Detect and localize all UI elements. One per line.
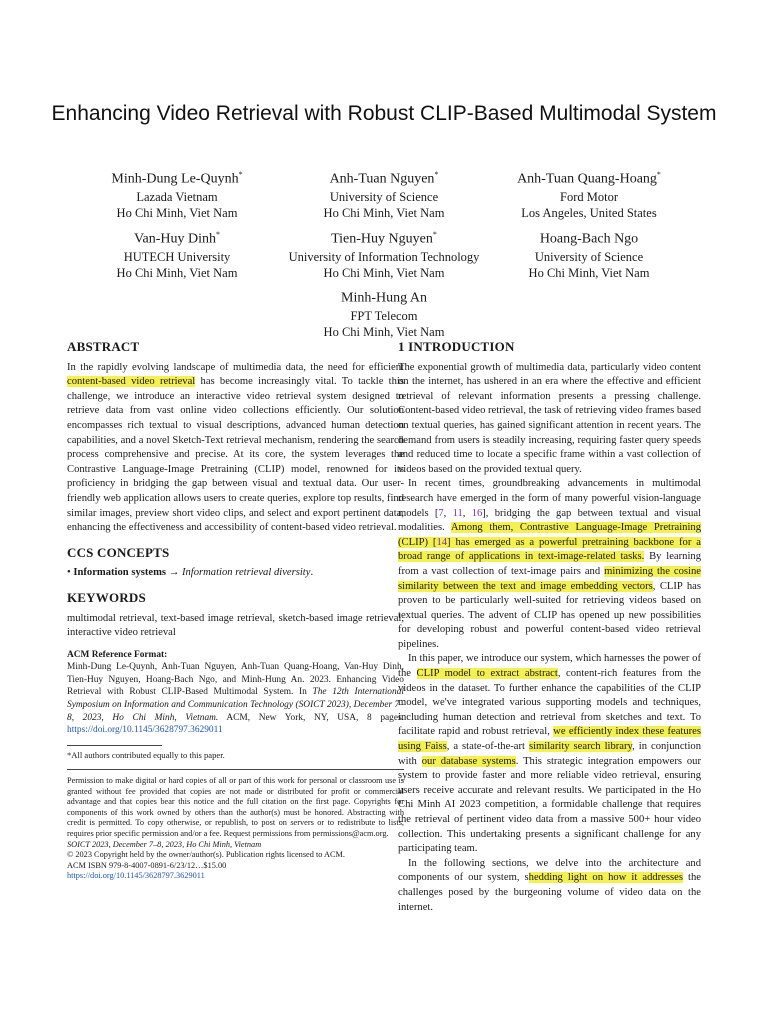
doi-link[interactable]: https://doi.org/10.1145/3628797.3629011 bbox=[67, 725, 223, 736]
equal-contrib-mark: * bbox=[656, 170, 661, 179]
acm-reference: ACM Reference Format: Minh-Dung Le-Quynh, Anh-Tuan Nguyen, Anh-Tuan Quang-Hoang, Van-Huy Dinh, Tien-Huy Nguyen, Hoang-Bach Ngo, and Minh-Hung An. 2023. Enhancing Video Retrieval with Robust CLIP-Based Multimodal System. In The 12th International Symposium on Information and Communication Technology (SOICT 2023), December 7–8, 2023, Ho Chi Minh, Vietnam. ACM, New York, NY, USA, 8 pages. https://doi.org/10.1145/3628797.3629011 bbox=[67, 649, 405, 736]
author-name: Hoang-Bach Ngo bbox=[539, 231, 639, 247]
keywords-text: multimodal retrieval, text-based image retrieval, sketch-based image retrieval, interactive video retrieval bbox=[67, 612, 404, 639]
highlight: our database systems bbox=[421, 755, 516, 767]
isbn-line: ACM ISBN 979-8-4007-0891-6/23/12…$15.00 bbox=[67, 860, 227, 870]
author-block bbox=[269, 226, 499, 281]
author-name: Tien-Huy Nguyen bbox=[331, 231, 433, 247]
permission-text: Permission to make digital or hard copies of all or part of this work for personal or classroom use is granted without fee provided that copies are not made or distributed for profit or commercial advantage and that copies bear this notice and the full citation on the first page. Copyrights for components of this work owned by others than the author(s) must be honored. Abstracting with credit is permitted. To copy otherwise, or republish, to post on servers or to redistribute to lists, requires prior specific permission and/or a fee. Request permissions from permissions@acm.org. bbox=[67, 776, 404, 839]
keywords-heading: KEYWORDS bbox=[67, 589, 146, 605]
highlight: similarity search library bbox=[528, 741, 633, 753]
author-org: University of Information Technology bbox=[288, 249, 480, 264]
author-block bbox=[62, 226, 292, 281]
left-column bbox=[67, 340, 404, 882]
intro-paragraph-1: The exponential growth of multimedia data, particularly video content on the internet, has ushered in an era where the effective and efficient retrieval of relevant information presents a pressing challenge. Content-based video retrieval, the task of retrieving video frames based on textual queries, has gained significant attention in recent years. The demand from users is steadily increasing, requiring faster query speeds and reduced time to locate a specific frame within a vast collection of videos based on the provided textual query. bbox=[398, 361, 701, 475]
author-name: Minh-Dung Le-Quynh bbox=[111, 171, 239, 187]
intro-paragraph-4: In the following sections, we delve into the architecture and components of our system, shedding light on how it addresses the challenges posed by the burgeoning volume of video data on the internet. bbox=[398, 857, 701, 913]
equal-contrib-mark: * bbox=[434, 170, 439, 179]
citation-link[interactable]: 11 bbox=[452, 507, 463, 519]
equal-contrib-mark: * bbox=[432, 230, 437, 239]
citation-link[interactable]: 14 bbox=[436, 536, 448, 548]
author-location: Ho Chi Minh, Viet Nam bbox=[323, 265, 445, 280]
abstract-heading: ABSTRACT bbox=[67, 339, 140, 354]
highlight: content-based video retrieval bbox=[67, 376, 196, 388]
author-location: Ho Chi Minh, Viet Nam bbox=[116, 205, 238, 220]
paper-title: Enhancing Video Retrieval with Robust CLIP-Based Multimodal System bbox=[51, 102, 717, 125]
ccs-heading: CCS CONCEPTS bbox=[67, 544, 170, 560]
author-block bbox=[474, 166, 704, 221]
copyright-line: © 2023 Copyright held by the owner/author(s). Publication rights licensed to ACM. bbox=[67, 850, 345, 860]
author-name: Minh-Hung An bbox=[341, 290, 427, 306]
footnote: *All authors contributed equally to this paper. bbox=[67, 749, 225, 760]
abstract-text: In the rapidly evolving landscape of multimedia data, the need for efficient content-based video retrieval has become increasingly vital. To tackle this challenge, we introduce an interactive video retrieval system designed to retrieve data from vast online video collections efficiently. Our solution encompasses rich textual to visual descriptions, advanced human detection capabilities, and a novel Sketch-Text retrieval mechanism, rendering the search process comprehensive and precise. At its core, the system leverages the Contrastive Language-Image Pretraining (CLIP) model, renowned for its proficiency in bridging the gap between visual and textual data. Our user-friendly web application allows users to create queries, explore top results, find similar images, preview short video clips, and select and export pertinent data, enhancing the effectiveness and accessibility of content-based video retrieval. bbox=[67, 361, 404, 534]
ccs-text: • Information systems → Information retrieval diversity. bbox=[67, 567, 314, 579]
intro-paragraph-3: In this paper, we introduce our system, which harnesses the power of the CLIP model to extract abstract, content-rich features from the videos in the dataset. To further enhance the capabilities of the CLIP model, we've integrated various supporting models and techniques, including human detection and retrieval from sketches and text. To facilitate rapid and robust retrieval, we efficiently index these features using Faiss, a state-of-the-art similarity search library, in conjunction with our database systems. This strategic integration empowers our system to provide faster and more reliable video retrieval, ensuring users receive accurate and relevant results. We participated in the Ho Chi Minh AI 2023 competition, a formidable challenge that requires the retrieval of pertinent video data from a massive 500+ hour video collection. This undertaking presents a significant challenge for any participating team. bbox=[398, 653, 702, 855]
author-org: University of Science bbox=[329, 189, 439, 204]
author-block bbox=[62, 166, 292, 221]
author-org: HUTECH University bbox=[123, 249, 231, 264]
author-location: Los Angeles, United States bbox=[521, 205, 657, 220]
citation-link[interactable]: 7 bbox=[438, 507, 444, 519]
author-org: Ford Motor bbox=[560, 189, 618, 204]
introduction-heading: 1 INTRODUCTION bbox=[398, 339, 515, 354]
author-location: Ho Chi Minh, Viet Nam bbox=[116, 265, 238, 280]
acm-reference-label: ACM Reference Format: bbox=[67, 649, 168, 660]
author-block bbox=[269, 285, 499, 340]
equal-contrib-mark: * bbox=[216, 230, 221, 239]
author-location: Ho Chi Minh, Viet Nam bbox=[323, 324, 445, 339]
highlight: minimizing the cosine similarity between the text and image embedding vectors bbox=[398, 565, 701, 592]
intro-paragraph-2: In recent times, groundbreaking advancements in multimodal research have emerged in the form of many powerful vision-language models [7, 11, 16], bridging the gap between textual and visual modalities. Among them, Contrastive Language-Image Pretraining (CLIP) [14] has emerged as a powerful pretraining backbone for a broad range of applications in text-image-related tasks. By learning from a vast collection of text-image pairs and minimizing the cosine similarity between the text and image embedding vectors, CLIP has proven to be particularly well-suited for retrieving videos based on textual queries. The advent of CLIP has opened up new possibilities for developing robust and powerful content-based video retrieval pipelines. bbox=[398, 478, 702, 650]
right-column bbox=[398, 340, 701, 915]
highlight: we efficiently index these features using Faiss bbox=[398, 726, 701, 753]
highlight: CLIP model to extract abstract bbox=[416, 668, 558, 680]
author-location: Ho Chi Minh, Viet Nam bbox=[323, 205, 445, 220]
author-org: Lazada Vietnam bbox=[136, 189, 218, 204]
author-block bbox=[269, 166, 499, 221]
author-org: University of Science bbox=[534, 249, 644, 264]
permission-notice bbox=[67, 769, 404, 882]
conference-line: SOICT 2023, December 7–8, 2023, Ho Chi Minh, Vietnam bbox=[67, 839, 262, 849]
author-name: Anh-Tuan Nguyen bbox=[329, 171, 435, 187]
author-name: Anh-Tuan Quang-Hoang bbox=[517, 171, 657, 187]
highlight: Among them, Contrastive Language-Image Pretraining (CLIP) [14] has emerged as a powerful pretraining backbone for a broad range of applications in text-image-related tasks. bbox=[398, 522, 701, 563]
author-block bbox=[474, 226, 704, 281]
doi-link-footer[interactable]: https://doi.org/10.1145/3628797.3629011 bbox=[67, 871, 205, 881]
equal-contrib-mark: * bbox=[238, 170, 243, 179]
author-location: Ho Chi Minh, Viet Nam bbox=[528, 265, 650, 280]
author-org: FPT Telecom bbox=[350, 308, 418, 323]
citation-link[interactable]: 16 bbox=[471, 507, 483, 519]
highlight: hedding light on how it addresses bbox=[528, 872, 683, 884]
author-name: Van-Huy Dinh bbox=[133, 231, 217, 247]
